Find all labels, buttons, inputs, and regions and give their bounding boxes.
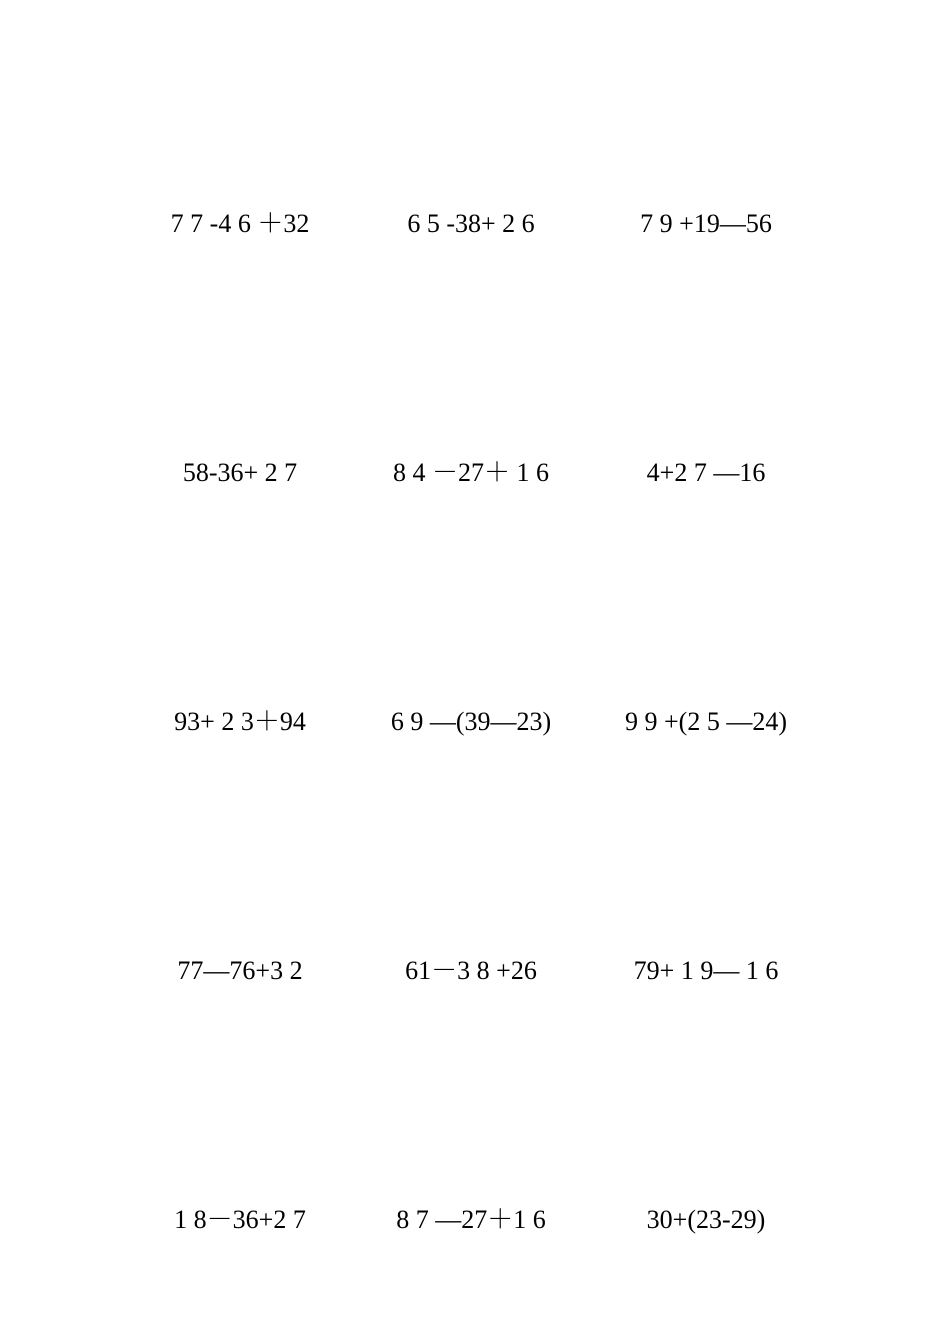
math-problem: 1 8－36+2 7 — [174, 1205, 306, 1234]
math-problem: 4+2 7 —16 — [646, 458, 766, 487]
math-problem: 7 9 +19—56 — [640, 209, 772, 238]
math-problem: 30+(23-29) — [646, 1205, 766, 1234]
math-problem: 8 4 －27＋ 1 6 — [392, 458, 549, 487]
math-problem: 93+ 2 3＋94 — [174, 707, 306, 736]
math-problem: 79+ 1 9— 1 6 — [633, 956, 779, 985]
math-problem: 61－3 8 +26 — [405, 956, 537, 985]
math-problem: 77—76+3 2 — [177, 956, 303, 985]
math-problem: 6 9 —(39—23) — [390, 707, 552, 736]
math-problem: 7 7 -4 6 ＋32 — [170, 209, 310, 238]
math-problem: 9 9 +(2 5 —24) — [625, 707, 787, 736]
math-problem: 8 7 —27＋1 6 — [396, 1205, 546, 1234]
math-problem: 58-36+ 2 7 — [182, 458, 298, 487]
math-problem: 6 5 -38+ 2 6 — [407, 209, 535, 238]
